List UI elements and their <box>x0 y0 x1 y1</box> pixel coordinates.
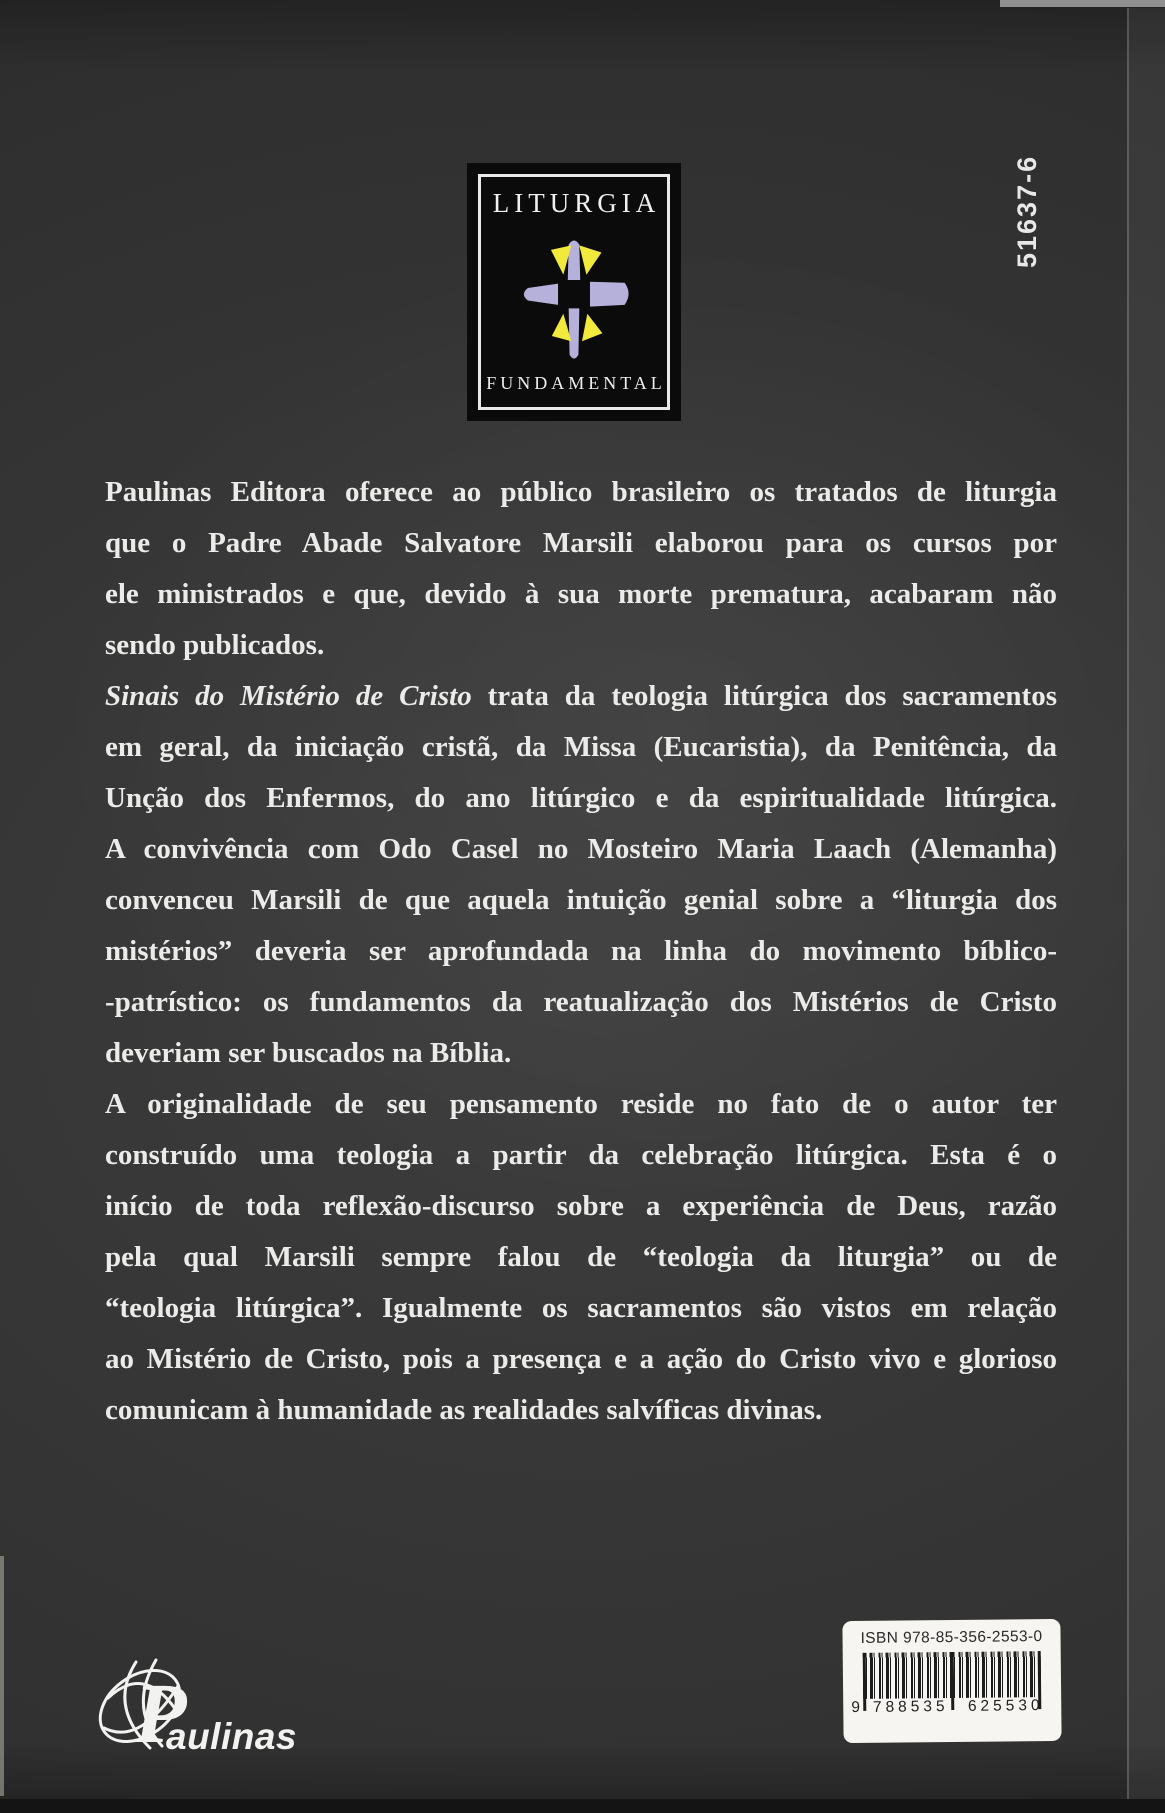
series-badge-subtitle: FUNDAMENTAL <box>486 373 666 393</box>
catalog-number: 51637-6 <box>1012 154 1042 268</box>
isbn-label: ISBN 978-85-356-2553-0 <box>860 1628 1043 1647</box>
barcode-digit-group: 788535 <box>872 1698 949 1716</box>
barcode <box>851 1651 1054 1719</box>
blurb-line <box>105 977 1057 1028</box>
series-badge <box>467 163 681 421</box>
blurb-text: sendo publicados. <box>105 629 325 661</box>
blurb-text: pela qual Marsili sempre falou de “teologia da liturgia” ou de <box>105 1241 1057 1273</box>
blurb-text: “teologia litúrgica”. Igualmente os sacramentos são vistos em relação <box>105 1292 1057 1324</box>
series-badge-frame <box>478 174 670 410</box>
blurb-line <box>105 875 1057 926</box>
blurb-line <box>105 773 1057 824</box>
liturgia-cross-icon <box>505 225 643 367</box>
blurb-line <box>105 824 1057 875</box>
barcode-digit-group: 625530 <box>967 1697 1044 1715</box>
publisher-initial: P <box>134 1665 187 1761</box>
blurb-text: ao Mistério de Cristo, pois a presença e a ação do Cristo vivo e glorioso <box>105 1343 1057 1375</box>
blurb-line <box>105 1232 1057 1283</box>
blurb-text: Paulinas Editora oferece ao público brasileiro os tratados de liturgia <box>105 476 1057 508</box>
blurb-line <box>105 671 1057 722</box>
blurb-line <box>105 1181 1057 1232</box>
blurb-line <box>105 722 1057 773</box>
blurb-text: mistérios” deveria ser aprofundada na linha do movimento bíblico- <box>105 935 1057 967</box>
blurb-line <box>105 467 1057 518</box>
publisher-logo <box>92 1646 352 1776</box>
blurb-line <box>105 1028 1057 1079</box>
blurb-line <box>105 926 1057 977</box>
blurb-text: comunicam à humanidade as realidades salvíficas divinas. <box>105 1394 823 1426</box>
blurb-text: construído uma teologia a partir da celebração litúrgica. Esta é o <box>105 1139 1057 1171</box>
cover-right-edge <box>1129 8 1165 1799</box>
blurb-line <box>105 1334 1057 1385</box>
publisher-wordmark: aulinas <box>166 1716 297 1757</box>
blurb-text: que o Padre Abade Salvatore Marsili elaborou para os cursos por <box>105 527 1057 559</box>
blurb-text: em geral, da iniciação cristã, da Missa (Eucaristia), da Penitência, da <box>105 731 1057 763</box>
blurb-text: convenceu Marsili de que aquela intuição genial sobre a “liturgia dos <box>105 884 1057 916</box>
book-title-italic: Sinais do Mistério de Cristo <box>105 680 472 712</box>
blurb-text: A originalidade de seu pensamento reside no fato de o autor ter <box>105 1088 1057 1120</box>
scan-edge-left <box>0 1556 4 1796</box>
blurb-line <box>105 1283 1057 1334</box>
blurb-line <box>105 620 1057 671</box>
scan-edge-top <box>1000 0 1165 7</box>
blurb-line <box>105 518 1057 569</box>
series-badge-title: LITURGIA <box>492 188 661 218</box>
blurb-text: deveriam ser buscados na Bíblia. <box>105 1037 512 1069</box>
blurb-line <box>105 1079 1057 1130</box>
isbn-sticker <box>842 1619 1061 1743</box>
blurb-line <box>105 1385 1057 1436</box>
blurb <box>105 467 1057 1436</box>
blurb-line <box>105 1130 1057 1181</box>
blurb-text: trata da teologia litúrgica dos sacramentos <box>471 680 1057 712</box>
blurb-text: início de toda reflexão-discurso sobre a experiência de Deus, razão <box>105 1190 1057 1222</box>
blurb-line <box>105 569 1057 620</box>
blurb-text: Unção dos Enfermos, do ano litúrgico e da espiritualidade litúrgica. <box>105 782 1057 814</box>
scan-edge-bottom <box>0 1799 1165 1813</box>
barcode-digits <box>851 1697 1053 1717</box>
blurb-text: A convivência com Odo Casel no Mosteiro Maria Laach (Alemanha) <box>105 833 1057 865</box>
blurb-text: -patrístico: os fundamentos da reatualização dos Mistérios de Cristo <box>105 986 1057 1018</box>
barcode-digit-group: 9 <box>851 1698 860 1717</box>
blurb-text: ele ministrados e que, devido à sua morte prematura, acabaram não <box>105 578 1057 610</box>
